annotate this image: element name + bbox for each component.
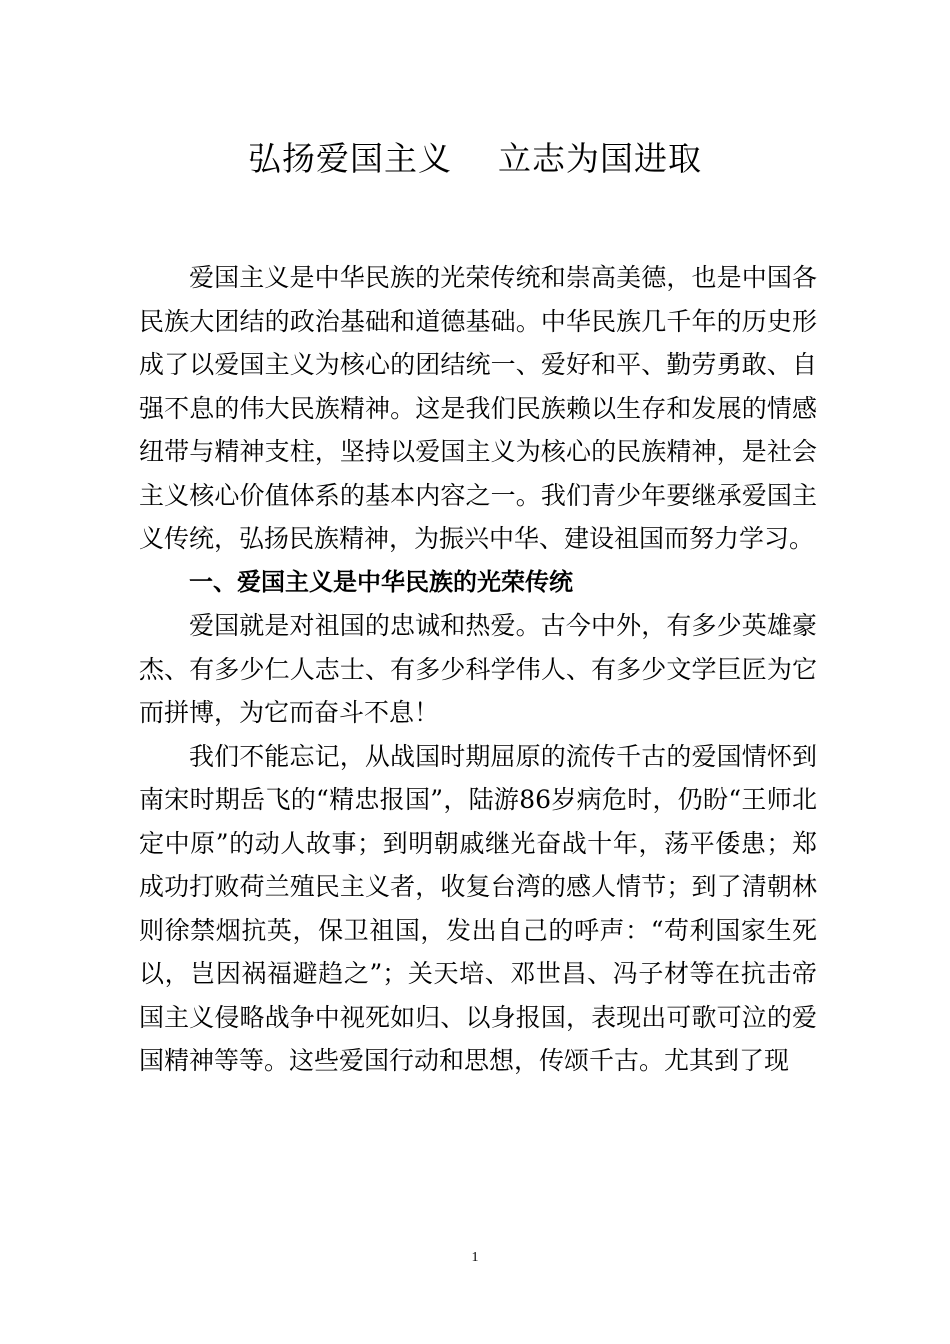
document-body (139, 256, 817, 1083)
section-paragraph: 爱国就是对祖国的忠诚和热爱。古今中外，有多少英雄豪杰、有多少仁人志士、有多少科学伟人、有多少文学巨匠为它而拼博，为它而奋斗不息！ (139, 611, 817, 727)
section-heading: 一、爱国主义是中华民族的光荣传统 (189, 567, 573, 596)
page-number: 1 (471, 1250, 479, 1265)
intro-paragraph: 爱国主义是中华民族的光荣传统和崇高美德，也是中国各民族大团结的政治基础和道德基础。中华民族几千年的历史形成了以爱国主义为核心的团结统一、爱好和平、勤劳勇敢、自强不息的伟大民族精神。这是我们民族赖以生存和发展的情感纽带与精神支柱，坚持以爱国主义为核心的民族精神，是社会主义核心价值体系的基本内容之一。我们青少年要继承爱国主义传统，弘扬民族精神，为振兴中华、建设祖国而努力学习。 (139, 263, 817, 553)
section-paragraph: 我们不能忘记，从战国时期屈原的流传千古的爱国情怀到南宋时期岳飞的“精忠报国”，陆游86岁病危时，仍盼“王师北定中原”的动人故事；到明朝戚继光奋战十年，荡平倭患；郑成功打败荷兰殖民主义者，收复台湾的感人情节；到了清朝林则徐禁烟抗英，保卫祖国，发出自己的呼声：“苟利国家生死以，岂因祸福避趋之”；关天培、邓世昌、冯子材等在抗击帝国主义侵略战争中视死如归、以身报国，表现出可歌可泣的爱国精神等等。这些爱国行动和思想，传颂千古。尤其到了现 (139, 741, 817, 1075)
document-title: 弘扬爱国主义 立志为国进取 (248, 139, 702, 178)
